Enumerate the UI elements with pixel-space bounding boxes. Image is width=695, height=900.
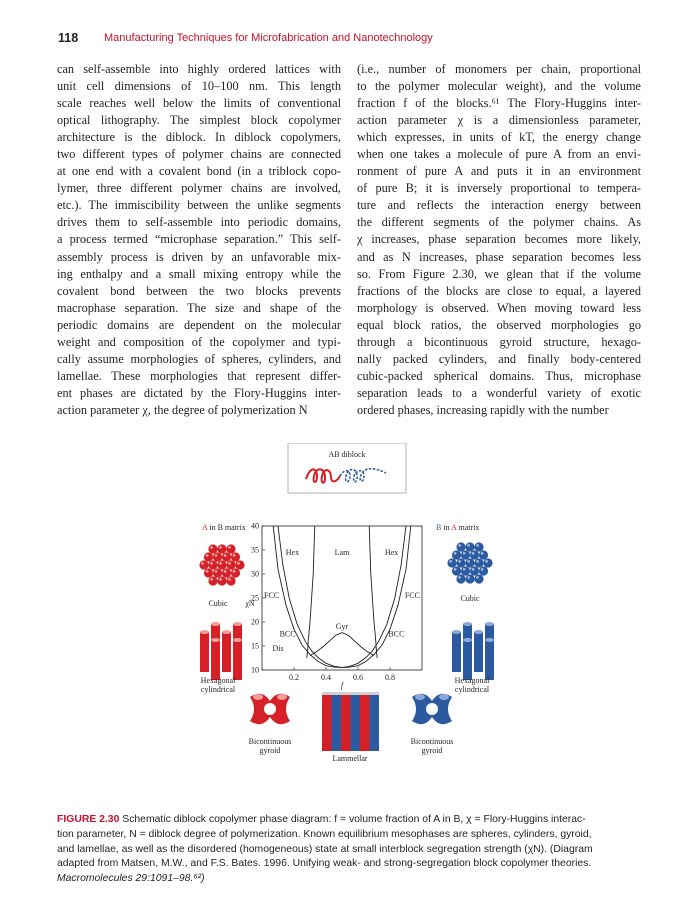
gyroid-end bbox=[439, 694, 449, 700]
right-title: B in A matrix bbox=[436, 523, 480, 532]
y-tick-label: 20 bbox=[251, 617, 259, 627]
sphere-highlight bbox=[237, 562, 240, 565]
caption-label: FIGURE 2.30 bbox=[57, 814, 120, 825]
body-text-line: lymer, three different polymer chains are involved, bbox=[57, 181, 341, 196]
left-column bbox=[57, 61, 341, 419]
sphere bbox=[461, 566, 470, 575]
body-text-line: cally assume morphologies of spheres, cylinders, and bbox=[57, 351, 341, 366]
sphere-highlight bbox=[210, 562, 213, 565]
gyroid-hole bbox=[264, 703, 276, 715]
body-text-line: through a bicontinuous gyroid structure, hexago- bbox=[357, 334, 641, 349]
body-text-line: ture and reflects the interaction energy between bbox=[357, 198, 641, 213]
sphere-highlight bbox=[215, 554, 218, 557]
gyroid-hole bbox=[426, 703, 438, 715]
phase-diagram-chart bbox=[244, 522, 422, 691]
sphere-highlight bbox=[472, 568, 475, 571]
gyroid-end bbox=[277, 694, 287, 700]
body-text-line: χ increases, phase separation becomes more likely, bbox=[357, 232, 641, 247]
cylinder-top bbox=[233, 638, 242, 642]
sphere-highlight bbox=[472, 552, 475, 555]
cylinder-body bbox=[463, 640, 472, 680]
red-hexagonal-cylinders-icon bbox=[200, 622, 242, 680]
sphere bbox=[452, 566, 461, 575]
x-tick-label: 0.4 bbox=[321, 673, 331, 682]
body-text-line: drives them to self-assemble into periodic domains, bbox=[57, 215, 341, 230]
sphere-highlight bbox=[219, 546, 222, 549]
body-text-line: so. From Figure 2.30, we glean that if the volume bbox=[357, 266, 641, 281]
sphere bbox=[217, 560, 226, 569]
sphere-highlight bbox=[219, 562, 222, 565]
sphere bbox=[204, 552, 213, 561]
body-text-line: the different segments of the polymer chains. As bbox=[357, 215, 641, 230]
cylinder-body bbox=[474, 632, 483, 672]
lamella-stripe bbox=[351, 695, 361, 751]
region-label: Dis bbox=[272, 643, 284, 653]
right-cubic-label: Cubic bbox=[460, 594, 480, 603]
cylinder-top bbox=[211, 638, 220, 642]
figure-2-30 bbox=[190, 443, 508, 800]
sphere-highlight bbox=[233, 554, 236, 557]
sphere-highlight bbox=[449, 560, 452, 563]
sphere bbox=[474, 542, 483, 551]
body-text-line: optical lithography. The simplest block copolymer bbox=[57, 113, 341, 128]
sphere bbox=[456, 574, 465, 583]
body-text-line: (i.e., number of monomers per chain, proportional bbox=[357, 62, 641, 76]
sphere bbox=[452, 550, 461, 559]
sphere-highlight bbox=[454, 552, 457, 555]
x-tick-label: 0.6 bbox=[353, 673, 363, 682]
red-gyroid-icon bbox=[250, 694, 290, 724]
inset-title: AB diblock bbox=[328, 450, 366, 459]
sphere bbox=[456, 542, 465, 551]
sphere-highlight bbox=[233, 570, 236, 573]
y-tick-label: 15 bbox=[251, 641, 259, 651]
body-text-line: etc.). The immiscibility between the unlike segments bbox=[57, 198, 341, 213]
cylinder-body bbox=[200, 632, 209, 672]
sphere-highlight bbox=[458, 544, 461, 547]
blue-cubic-spheres-icon bbox=[447, 542, 492, 583]
y-tick-label: 35 bbox=[251, 545, 259, 555]
caption-line: FIGURE 2.30 Schematic diblock copolymer phase diagram: f = volume fraction of A in B, χ = Flory-Huggins interac- bbox=[57, 814, 586, 825]
sphere-highlight bbox=[467, 544, 470, 547]
y-tick-label: 25 bbox=[251, 593, 259, 603]
sphere-highlight bbox=[228, 578, 231, 581]
sphere bbox=[213, 552, 222, 561]
sphere bbox=[470, 566, 479, 575]
left-hex-label-2: cylindrical bbox=[200, 685, 236, 694]
right-hex-label-1: Hexagonal bbox=[454, 676, 490, 685]
cylinder-body bbox=[485, 640, 494, 680]
lamella-stripe bbox=[332, 695, 342, 751]
cylinder-top bbox=[485, 638, 494, 642]
region-label: BCC bbox=[279, 629, 296, 639]
sphere-highlight bbox=[224, 554, 227, 557]
sphere bbox=[213, 568, 222, 577]
figure-caption bbox=[57, 813, 647, 887]
sphere-highlight bbox=[215, 570, 218, 573]
cylinder-body bbox=[452, 632, 461, 672]
sphere bbox=[456, 558, 465, 567]
cylinder-top bbox=[211, 622, 220, 626]
cylinder-top bbox=[485, 622, 494, 626]
cylinder-top bbox=[233, 622, 242, 626]
sphere-highlight bbox=[210, 546, 213, 549]
body-text-line: a process termed “microphase separation.” This self- bbox=[57, 232, 341, 247]
sphere bbox=[226, 576, 235, 585]
lamellar-label: Lammellar bbox=[332, 754, 368, 763]
sphere-highlight bbox=[458, 560, 461, 563]
body-text-line: action parameter χ is a dimensionless parameter, bbox=[357, 113, 641, 128]
sphere-highlight bbox=[219, 578, 222, 581]
sphere bbox=[483, 558, 492, 567]
sphere-highlight bbox=[481, 568, 484, 571]
region-label: FCC bbox=[404, 591, 420, 600]
blue-hexagonal-cylinders-icon bbox=[452, 622, 494, 680]
caption-line: adapted from Matsen, M.W., and F.S. Bates. 1996. Unifying weak- and strong-segregation block copolymer theories. bbox=[57, 858, 592, 870]
body-text-line: two different types of polymer chains are connected bbox=[57, 147, 341, 162]
body-text-line: and as N increases, phase separation becomes less bbox=[357, 249, 641, 264]
body-text-line: weight and composition of the copolymer and typi- bbox=[57, 334, 341, 349]
sphere bbox=[222, 568, 231, 577]
sphere bbox=[470, 550, 479, 559]
region-label: Hex bbox=[285, 547, 300, 557]
region-label: Hex bbox=[384, 547, 399, 557]
lamella-stripe bbox=[360, 695, 370, 751]
right-hex-label-2: cylindrical bbox=[454, 685, 490, 694]
sphere bbox=[217, 576, 226, 585]
cylinder-body bbox=[222, 632, 231, 672]
red-cubic-spheres-icon bbox=[199, 544, 244, 585]
sphere-highlight bbox=[454, 568, 457, 571]
body-text-line: ronment of pure A and puts it in an environment bbox=[357, 164, 641, 179]
body-text-line: action parameter χ, the degree of polymerization N bbox=[57, 402, 308, 417]
left-cubic-label: Cubic bbox=[208, 599, 228, 608]
sphere bbox=[217, 544, 226, 553]
body-text-line: separation leads to a wonderful variety of exotic bbox=[357, 385, 641, 400]
region-label: BCC bbox=[388, 629, 405, 639]
body-text-line: can self-assemble into highly ordered lattices with bbox=[57, 62, 341, 76]
x-axis-label: f bbox=[340, 681, 344, 690]
cylinder-top bbox=[463, 638, 472, 642]
body-text-line: macrophase separation. The size and shape of the bbox=[57, 300, 341, 315]
cylinder-top bbox=[222, 630, 231, 634]
body-text-line: nally packed cylinders, and finally body-centered bbox=[357, 351, 641, 366]
body-text-line: ordered phases, increasing rapidly with the number bbox=[357, 402, 609, 417]
x-tick-label: 0.2 bbox=[289, 673, 299, 682]
lamella-top bbox=[322, 692, 379, 695]
body-text-line: when one takes a molecule of pure A from an envi- bbox=[357, 147, 641, 162]
sphere bbox=[231, 568, 240, 577]
cylinder-top bbox=[200, 630, 209, 634]
blue-gyroid-icon bbox=[412, 694, 452, 724]
sphere bbox=[204, 568, 213, 577]
body-text-line: to the polymer molecular weight), and the volume bbox=[357, 79, 641, 94]
sphere-highlight bbox=[467, 576, 470, 579]
sphere-highlight bbox=[463, 568, 466, 571]
caption-line: Macromolecules 29:1091–98.⁶²) bbox=[57, 873, 205, 885]
sphere-highlight bbox=[201, 562, 204, 565]
y-tick-label: 40 bbox=[251, 521, 259, 531]
body-text-line: assembly process is driven by an unfavorable mix- bbox=[57, 249, 341, 264]
sphere bbox=[199, 560, 208, 569]
cylinder-body bbox=[233, 640, 242, 680]
sphere bbox=[465, 574, 474, 583]
sphere-highlight bbox=[458, 576, 461, 579]
sphere bbox=[208, 544, 217, 553]
body-text-line: of pure B; it is inversely proportional to tempera- bbox=[357, 181, 641, 196]
bicont-right-label-1: Bicontinuous bbox=[410, 737, 454, 746]
sphere bbox=[474, 558, 483, 567]
sphere bbox=[465, 542, 474, 551]
y-axis-label: χN bbox=[245, 599, 255, 608]
sphere bbox=[231, 552, 240, 561]
bicont-right-label-2: gyroid bbox=[421, 746, 443, 755]
cylinder-top bbox=[463, 622, 472, 626]
region-label: FCC bbox=[264, 591, 280, 600]
right-column bbox=[357, 61, 641, 419]
region-label: Lam bbox=[334, 547, 350, 557]
left-title: A in B matrix bbox=[202, 523, 246, 532]
lamella-stripe bbox=[341, 695, 351, 751]
body-text-line: which expresses, in units of kT, the energy change bbox=[357, 130, 641, 145]
body-text-line: ing enthalpy and a small mixing entropy while the bbox=[57, 266, 341, 281]
sphere bbox=[226, 560, 235, 569]
sphere-highlight bbox=[210, 578, 213, 581]
sphere-highlight bbox=[485, 560, 488, 563]
bicont-left-label-1: Bicontinuous bbox=[248, 737, 292, 746]
body-text-line: equal block ratios, the observed morphologies go bbox=[357, 317, 641, 332]
sphere-highlight bbox=[476, 576, 479, 579]
left-hex-label-1: Hexagonal bbox=[200, 676, 236, 685]
sphere-highlight bbox=[463, 552, 466, 555]
phase-diagram-figure bbox=[190, 443, 508, 800]
sphere-highlight bbox=[476, 544, 479, 547]
gyroid-end bbox=[415, 694, 425, 700]
sphere bbox=[222, 552, 231, 561]
body-text-line: ent phases are dictated by the Flory-Huggins inter- bbox=[57, 385, 341, 400]
sphere bbox=[461, 550, 470, 559]
sphere bbox=[479, 550, 488, 559]
lamellar-stripes-icon bbox=[322, 692, 379, 751]
body-text-line: architecture is the diblock. In diblock copolymers, bbox=[57, 130, 341, 145]
body-text-line: covalent bond between the two blocks prevents bbox=[57, 283, 341, 298]
body-text-line: fractions of the blocks are close to equal, a layered bbox=[357, 283, 641, 298]
region-label: Gyr bbox=[335, 622, 349, 632]
sphere-highlight bbox=[206, 570, 209, 573]
running-head: Manufacturing Techniques for Microfabrication and Nanotechnology bbox=[104, 32, 433, 44]
sphere bbox=[208, 560, 217, 569]
sphere bbox=[479, 566, 488, 575]
body-text-line: at one end with a covalent bond (in a triblock copo- bbox=[57, 164, 341, 179]
sphere-highlight bbox=[476, 560, 479, 563]
body-text-line: morphology is observed. When moving toward less bbox=[357, 300, 641, 315]
lamella-stripe bbox=[370, 695, 380, 751]
x-tick-label: 0.8 bbox=[385, 673, 395, 682]
page-number: 118 bbox=[58, 31, 79, 45]
sphere-highlight bbox=[228, 562, 231, 565]
y-tick-label: 30 bbox=[251, 569, 259, 579]
bicont-left-label-2: gyroid bbox=[259, 746, 281, 755]
caption-line: and lamellae, as well as the disordered (homogeneous) state at small interblock segregation strength (χN). (Diagram bbox=[57, 843, 593, 855]
cylinder-top bbox=[474, 630, 483, 634]
y-tick-label: 10 bbox=[251, 665, 259, 675]
sphere bbox=[208, 576, 217, 585]
sphere bbox=[447, 558, 456, 567]
body-text-line: periodic domains are dependent on the molecular bbox=[57, 317, 341, 332]
sphere-highlight bbox=[206, 554, 209, 557]
cylinder-top bbox=[452, 630, 461, 634]
sphere bbox=[474, 574, 483, 583]
caption-line: tion parameter, N = diblock degree of polymerization. Known equilibrium mesophases are spheres, cylinders, gyroid, bbox=[57, 828, 592, 840]
body-text-line: scale reaches well below the limits of conventional bbox=[57, 96, 341, 111]
sphere bbox=[235, 560, 244, 569]
cylinder-body bbox=[211, 640, 220, 680]
body-text-line: fraction f of the blocks.⁶¹ The Flory-Huggins inter- bbox=[357, 96, 641, 111]
lamella-stripe bbox=[322, 695, 332, 751]
body-text-line: unit cell dimensions of 10–100 nm. This length bbox=[57, 79, 341, 94]
sphere bbox=[226, 544, 235, 553]
sphere bbox=[465, 558, 474, 567]
gyroid-end bbox=[253, 694, 263, 700]
sphere-highlight bbox=[228, 546, 231, 549]
body-text-line: lamellae. These morphologies that represent differ- bbox=[57, 368, 341, 383]
sphere-highlight bbox=[481, 552, 484, 555]
sphere-highlight bbox=[467, 560, 470, 563]
sphere-highlight bbox=[224, 570, 227, 573]
body-text-line: cubic-packed spherical domains. Thus, microphase bbox=[357, 368, 641, 383]
